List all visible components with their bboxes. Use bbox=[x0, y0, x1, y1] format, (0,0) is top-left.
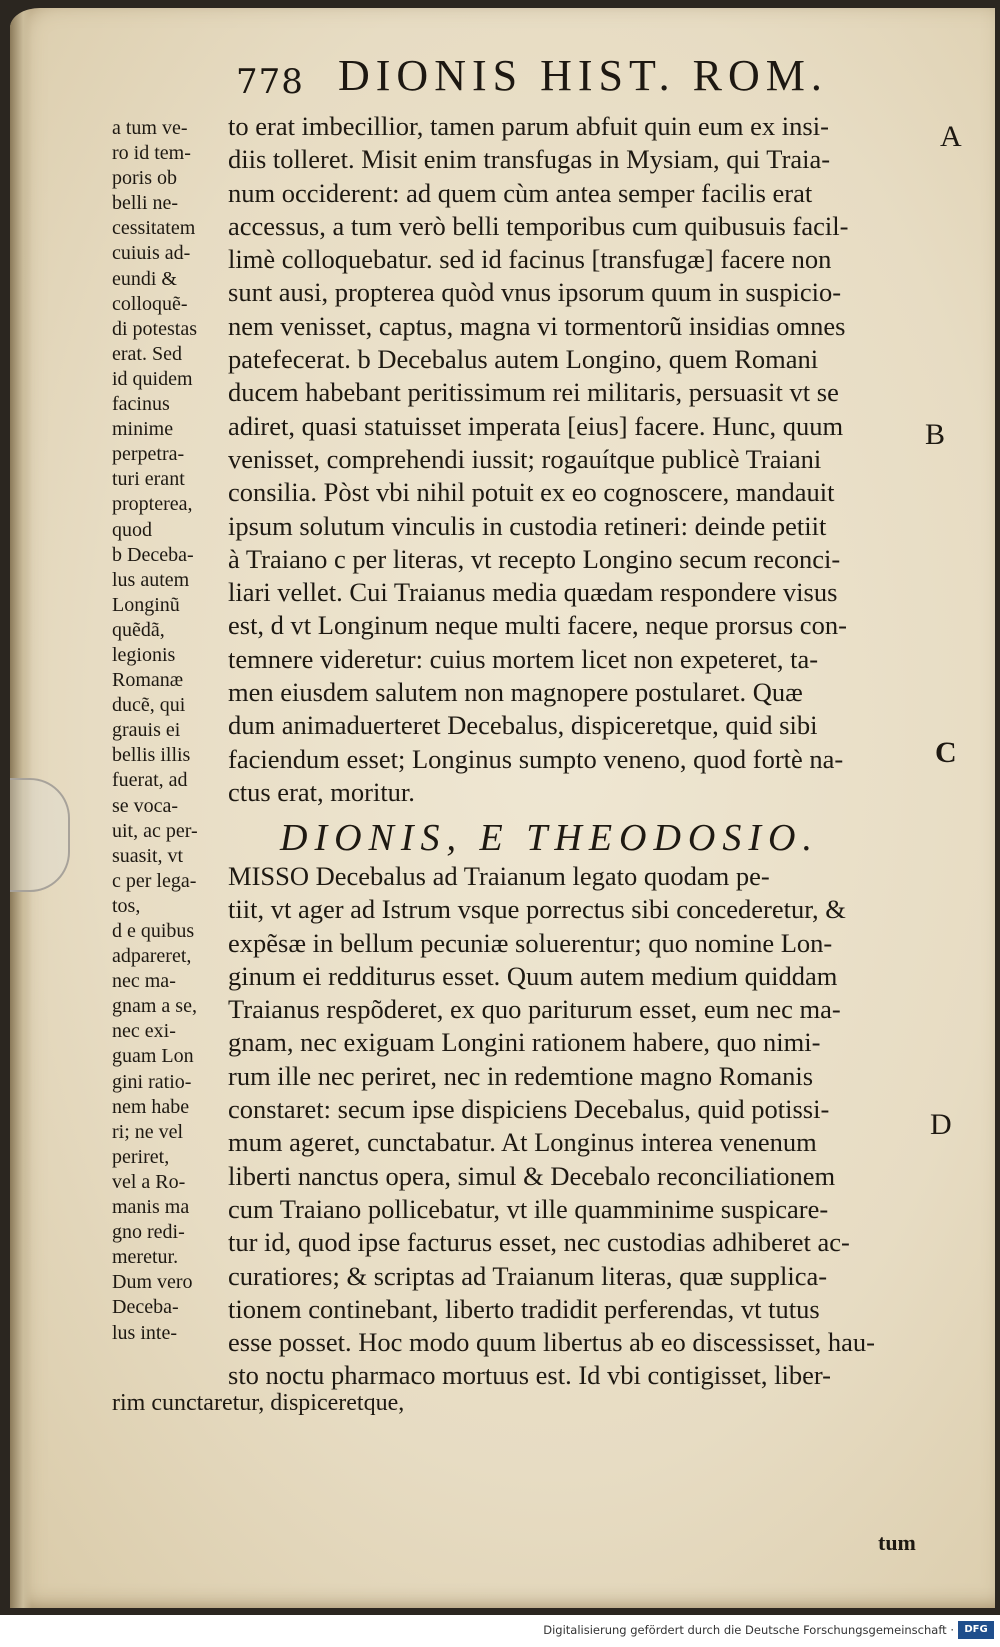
section-heading: DIONIS, E THEODOSIO. bbox=[280, 817, 819, 859]
text-line: tionem continebant, liberto tradidit perferendas, vt tutus bbox=[228, 1293, 820, 1324]
margin-note-line: turi erant bbox=[112, 468, 185, 491]
text-line: diis tolleret. Misit enim transfugas in Mysiam, qui Traia- bbox=[228, 144, 831, 175]
main-text-block-2 bbox=[228, 860, 928, 1393]
margin-note-line: gini ratio- bbox=[112, 1070, 192, 1093]
text-line: Traianus respõderet, ex quo pariturum esset, eum nec ma- bbox=[228, 994, 841, 1025]
tail-line: rim cunctaretur, dispiceretque, bbox=[112, 1390, 405, 1416]
text-line: ducem habebant peritissimum rei militaris, persuasit vt se bbox=[228, 377, 839, 408]
margin-note-line: a tum ve- bbox=[112, 117, 188, 139]
book-page bbox=[10, 8, 995, 1608]
margin-note-line: belli ne- bbox=[112, 192, 179, 215]
page-clip bbox=[10, 778, 70, 892]
margin-note-line: eundi & bbox=[112, 267, 177, 290]
margin-note-line: nec ma- bbox=[112, 970, 176, 993]
margin-note-line: se voca- bbox=[112, 794, 179, 817]
margin-note-line: fuerat, ad bbox=[112, 769, 188, 792]
text-line: tiit, vt ager ad Istrum vsque porrectus sibi concederetur, & bbox=[228, 894, 846, 925]
margin-note-line: Romanæ bbox=[112, 669, 184, 692]
text-line: men eiusdem salutem non magnopere postularet. Quæ bbox=[228, 677, 803, 708]
main-text-block-1 bbox=[228, 110, 928, 809]
text-line: constaret: secum ipse dispiciens Decebalus, quid potissi- bbox=[228, 1094, 830, 1125]
margin-letter-c: C bbox=[935, 736, 957, 769]
text-line: temnere videretur: cuius mortem licet non expeteret, ta- bbox=[228, 643, 819, 674]
page-number: 778 bbox=[236, 62, 304, 102]
text-line: MISSO Decebalus ad Traianum legato quodam pe- bbox=[228, 861, 770, 891]
margin-note-line: guam Lon bbox=[112, 1045, 194, 1068]
margin-note-line: tos, bbox=[112, 894, 141, 917]
text-line: mum ageret, cunctabatur. At Longinus interea venenum bbox=[228, 1127, 817, 1158]
margin-note-line: ducẽ, qui bbox=[112, 694, 186, 717]
text-line: liari vellet. Cui Traianus media quædam respondere visus bbox=[228, 577, 838, 608]
text-line: patefecerat. b Decebalus autem Longino, quem Romani bbox=[228, 344, 819, 375]
margin-note-line: erat. Sed bbox=[112, 342, 182, 365]
text-line: venisset, comprehendi iussit; rogauítque publicè Traiani bbox=[228, 443, 822, 474]
catchword: tum bbox=[878, 1530, 916, 1555]
margin-note-line: periret, bbox=[112, 1145, 170, 1168]
margin-note-line: uit, ac per- bbox=[112, 819, 198, 842]
text-line: nem venisset, captus, magna vi tormentorũ insidias omnes bbox=[228, 310, 846, 341]
marginal-notes bbox=[112, 116, 230, 1346]
running-head bbox=[230, 44, 950, 104]
text-line: limè colloquebatur. sed id facinus [transfugæ] facere non bbox=[228, 244, 832, 275]
margin-note-line: suasit, vt bbox=[112, 844, 184, 867]
margin-note-line: grauis ei bbox=[112, 719, 181, 742]
margin-note-line: lus inte- bbox=[112, 1321, 177, 1344]
margin-note-line: meretur. bbox=[112, 1246, 179, 1269]
margin-note-line: nem habe bbox=[112, 1095, 190, 1118]
text-line: est, d vt Longinum neque multi facere, neque prorsus con- bbox=[228, 610, 847, 641]
text-line: num occiderent: ad quem cùm antea semper facilis erat bbox=[228, 177, 813, 208]
text-line: esse posset. Hoc modo quum libertus ab eo discessisset, hau- bbox=[228, 1327, 875, 1358]
text-line: ginum ei redditurus esset. Quum autem medium quiddam bbox=[228, 960, 838, 991]
margin-note-line: perpetra- bbox=[112, 443, 185, 466]
text-line: consilia. Pòst vbi nihil potuit ex eo cognoscere, mandauit bbox=[228, 477, 835, 508]
digitization-footer bbox=[0, 1615, 1000, 1647]
margin-note-line: colloquẽ- bbox=[112, 292, 188, 315]
margin-note-line: legionis bbox=[112, 643, 176, 666]
margin-note-line: facinus bbox=[112, 393, 170, 416]
margin-note-line: vel a Ro- bbox=[112, 1170, 186, 1193]
text-line: rum ille nec periret, nec in redemtione magno Romanis bbox=[228, 1060, 814, 1091]
margin-note-line: adpareret, bbox=[112, 945, 192, 968]
margin-note-line: d e quibus bbox=[112, 920, 195, 942]
text-line: ctus erat, moritur. bbox=[228, 776, 415, 807]
margin-note-line: manis ma bbox=[112, 1196, 190, 1219]
margin-note-line: ro id tem- bbox=[112, 142, 191, 165]
text-line: ipsum solutum vinculis in custodia retineri: deinde petiit bbox=[228, 510, 827, 541]
text-line: dum animaduerteret Decebalus, dispiceretque, quid sibi bbox=[228, 710, 818, 741]
margin-note-line: gnam a se, bbox=[112, 995, 197, 1018]
dfg-logo: DFG bbox=[958, 1621, 994, 1639]
margin-note-line: cuiuis ad- bbox=[112, 242, 191, 265]
margin-note-line: Dum vero bbox=[112, 1271, 193, 1294]
running-title: DIONIS HIST. ROM. bbox=[338, 51, 828, 100]
text-line: à Traiano c per literas, vt recepto Longino secum reconci- bbox=[228, 543, 841, 574]
footer-credit: Digitalisierung gefördert durch die Deutsche Forschungsgemeinschaft · bbox=[543, 1623, 954, 1637]
text-line: sunt ausi, propterea quòd vnus ipsorum quum in suspicio- bbox=[228, 277, 842, 308]
text-line: curatiores; & scriptas ad Traianum literas, quæ supplica- bbox=[228, 1260, 828, 1291]
margin-note-line: cessitatem bbox=[112, 217, 196, 240]
margin-note-line: minime bbox=[112, 418, 174, 441]
margin-note-line: Longinũ bbox=[112, 593, 180, 616]
text-line: accessus, a tum verò belli temporibus cum quibusuis facil- bbox=[228, 210, 849, 241]
margin-note-line: quod bbox=[112, 518, 152, 541]
margin-note-line: bellis illis bbox=[112, 744, 191, 767]
text-line: sto noctu pharmaco mortuus est. Id vbi contigisset, liber- bbox=[228, 1360, 831, 1391]
margin-note-line: poris ob bbox=[112, 167, 177, 190]
text-line: adiret, quasi statuisset imperata [eius] facere. Hunc, quum bbox=[228, 410, 844, 441]
margin-note-line: c per lega- bbox=[112, 869, 197, 892]
margin-letter-a: A bbox=[940, 120, 962, 153]
margin-note-line: gno redi- bbox=[112, 1221, 185, 1244]
text-line: faciendum esset; Longinus sumpto veneno, quod fortè na- bbox=[228, 743, 844, 774]
text-line: tur id, quod ipse facturus esset, nec custodias adhiberet ac- bbox=[228, 1227, 850, 1258]
margin-note-line: propterea, bbox=[112, 493, 193, 516]
text-line: liberti nanctus opera, simul & Decebalo reconciliationem bbox=[228, 1160, 836, 1191]
margin-note-line: quẽdã, bbox=[112, 618, 165, 641]
margin-note-line: di potestas bbox=[112, 317, 197, 340]
margin-note-line: id quidem bbox=[112, 367, 193, 390]
margin-letter-b: B bbox=[925, 418, 946, 451]
margin-note-line: lus autem bbox=[112, 568, 190, 591]
text-line: expẽsæ in bellum pecuniæ soluerentur; quo nomine Lon- bbox=[228, 927, 833, 958]
text-line: to erat imbecillior, tamen parum abfuit quin eum ex insi- bbox=[228, 111, 829, 141]
text-line: gnam, nec exiguam Longini rationem habere, quo nimi- bbox=[228, 1027, 821, 1058]
margin-note-line: nec exi- bbox=[112, 1020, 176, 1043]
margin-note-line: ri; ne vel bbox=[112, 1120, 184, 1143]
margin-note-line: b Deceba- bbox=[112, 543, 194, 566]
text-line: cum Traiano pollicebatur, vt ille quamminime suspicare- bbox=[228, 1193, 829, 1224]
margin-letter-d: D bbox=[930, 1108, 952, 1141]
margin-note-line: Deceba- bbox=[112, 1296, 179, 1319]
